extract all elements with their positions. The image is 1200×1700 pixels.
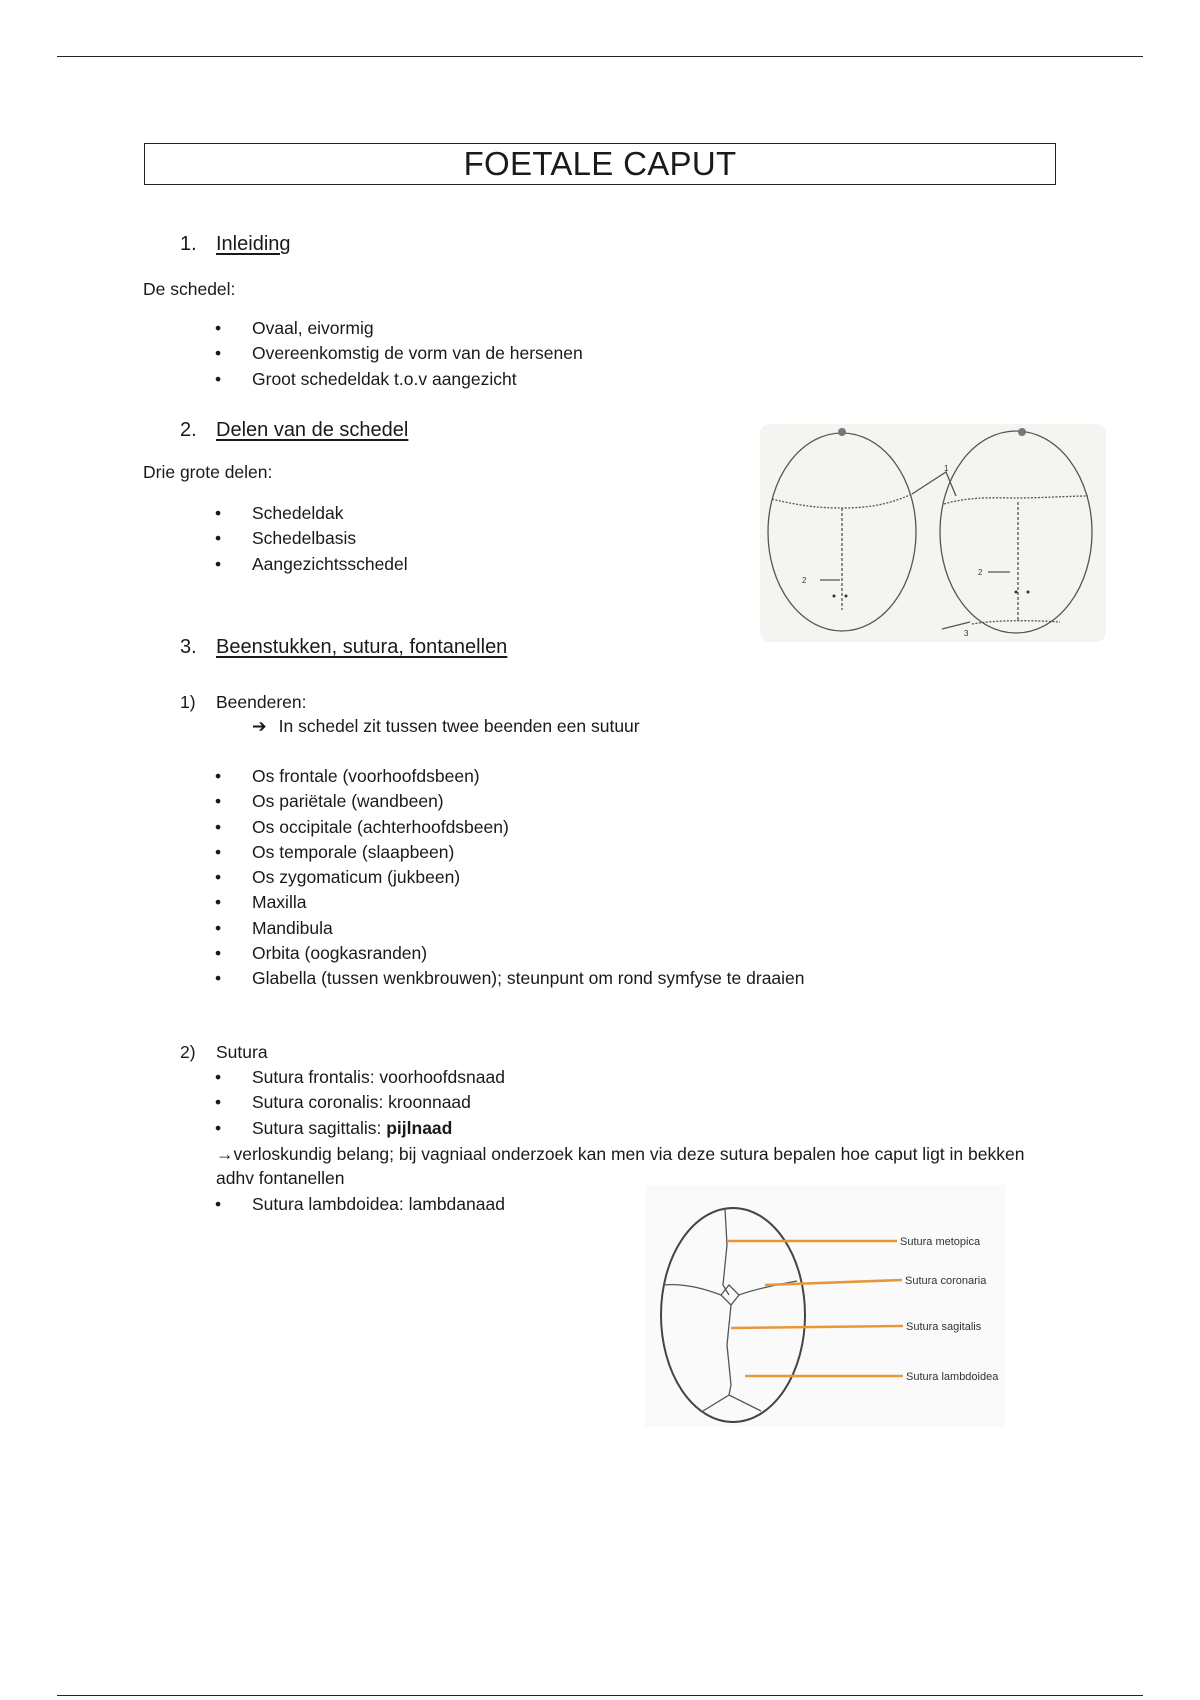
list-item: • Schedelbasis [215,526,408,551]
list-item: • Sutura lambdoidea: lambdanaad [215,1192,505,1217]
suture-label: Sutura lambdoidea [906,1371,999,1383]
subsection-title: Sutura [216,1042,268,1062]
list-item: • Orbita (oogkasranden) [215,941,805,966]
list-item: • Groot schedeldak t.o.v aangezicht [215,367,583,392]
figure-label: 2 [802,576,807,585]
section-title: Inleiding [216,233,291,255]
subsection-number: 2) [180,1042,196,1062]
section-number: 2. [180,419,197,441]
header-rule [57,56,1143,57]
figure-label: 2 [978,568,983,577]
list-item: • Schedeldak [215,501,408,526]
figure-label: 3 [964,629,969,638]
subsection-number: 1) [180,692,196,712]
list-item: • Ovaal, eivormig [215,316,583,341]
arrow-note-text: In schedel zit tussen twee beenden een sutuur [278,716,640,736]
suture-label: Sutura sagitalis [906,1321,982,1333]
section-1-list [215,316,583,392]
sutures-figure [645,1185,1005,1427]
suture-label: Sutura metopica [900,1236,981,1248]
section-title: Delen van de schedel [216,419,409,441]
sutura-list-continued [215,1192,505,1217]
list-item: • Os pariëtale (wandbeen) [215,789,805,814]
section-2-list [215,501,408,577]
subsection-title: Beenderen: [216,692,307,712]
footer-rule [57,1695,1143,1696]
arrow-icon: ➔ [252,716,267,736]
list-item: • Sutura frontalis: voorhoofdsnaad [215,1065,505,1090]
section-title: Beenstukken, sutura, fontanellen [216,636,508,658]
suture-label: Sutura coronaria [905,1275,987,1287]
figure-background [760,424,1106,642]
fontanel-mark [1018,428,1026,436]
list-item: • Sutura coronalis: kroonnaad [215,1090,505,1115]
list-item [215,1116,505,1141]
figure-label: 1 [944,464,949,473]
list-item: • Os temporale (slaapbeen) [215,840,805,865]
bones-list [215,764,805,992]
list-item: • Os occipitale (achterhoofdsbeen) [215,815,805,840]
section-number: 1. [180,233,197,255]
list-item: • Mandibula [215,916,805,941]
list-item: • Os frontale (voorhoofdsbeen) [215,764,805,789]
list-item: • Os zygomaticum (jukbeen) [215,865,805,890]
page-title [144,143,1056,185]
skull-parts-figure [760,424,1106,642]
list-item: • Maxilla [215,890,805,915]
section-number: 3. [180,636,197,658]
page-title-text: FOETALE CAPUT [463,145,737,182]
arrow-note [252,716,640,737]
section-1-intro: De schedel: [143,279,236,299]
sutura-list [215,1065,505,1141]
fontanel-mark [838,428,846,436]
list-item: • Overeenkomstig de vorm van de hersenen [215,341,583,366]
list-item: • Aangezichtsschedel [215,552,408,577]
section-2-intro: Drie grote delen: [143,462,273,482]
list-item: • Glabella (tussen wenkbrouwen); steunpunt om rond symfyse te draaien [215,966,805,991]
sagittal-note: →verloskundig belang; bij vagniaal onderzoek kan men via deze sutura bepalen hoe caput ligt in bekken adhv fontanellen [216,1144,1025,1188]
sagittal-bold: pijlnaad [386,1117,453,1138]
sagittal-prefix: Sutura sagittalis: [252,1117,387,1138]
